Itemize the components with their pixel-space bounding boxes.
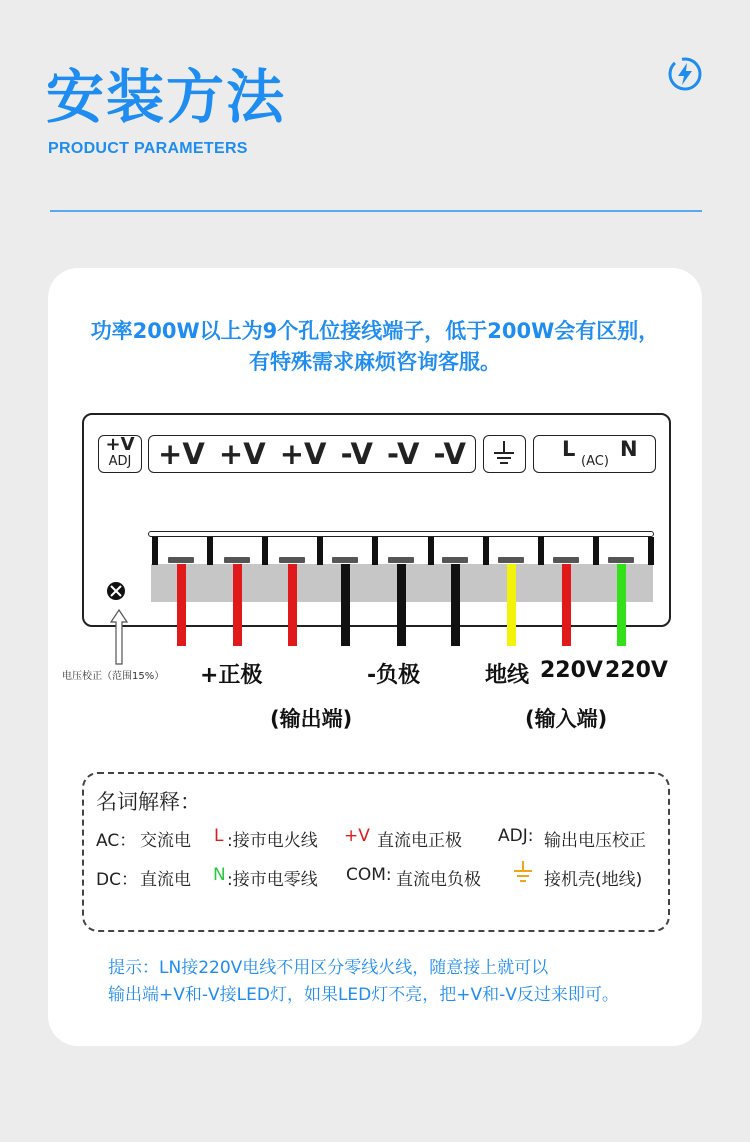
terminal-slot [553, 557, 579, 563]
glossary-dc-term: DC： [96, 870, 138, 890]
output-label: -V [387, 437, 420, 471]
terminal-slot [608, 557, 634, 563]
terminal-separator [538, 537, 544, 565]
glossary-com-term: COM: [346, 865, 392, 885]
glossary-pv-term: +V [344, 826, 370, 846]
terminal-slot [332, 557, 358, 563]
positive-label: +正极 [200, 663, 263, 688]
wire [288, 564, 297, 646]
ground-symbol-icon [484, 436, 524, 471]
output-label: +V [158, 437, 205, 471]
adjust-screw-icon [105, 580, 127, 602]
output-label-box [148, 435, 476, 473]
terminal-separator [372, 537, 378, 565]
notice-line-2: 有特殊需求麻烦咨询客服。 [249, 350, 501, 374]
adj-label-box [98, 435, 142, 473]
glossary-n-term: N [213, 865, 226, 885]
terminal-slot [279, 557, 305, 563]
glossary-adj-term: ADJ: [498, 826, 534, 846]
ac-label-ac: (AC) [581, 454, 609, 469]
glossary-ac-desc: 交流电 [140, 831, 191, 851]
ac-input-label-box [533, 435, 656, 473]
ground-label: 地线 [485, 663, 530, 688]
wire [507, 564, 516, 646]
terminal-slot [224, 557, 250, 563]
terminal-slot [388, 557, 414, 563]
terminal-rail [148, 531, 654, 537]
adj-label-bottom: ADJ [108, 454, 132, 469]
terminal-separator [648, 537, 654, 565]
output-label: +V [218, 437, 266, 471]
tip-line-1: 提示：LN接220V电线不用区分零线火线，随意接上就可以 [108, 958, 549, 978]
negative-label: -负极 [367, 663, 421, 688]
wire [562, 564, 571, 646]
adj-note: 电压校正（范围15%） [62, 671, 165, 682]
terminal-separator [483, 537, 489, 565]
terminal-slot [498, 557, 524, 563]
tip-line-2: 输出端+V和-V接LED灯，如果LED灯不亮，把+V和-V反过来即可。 [108, 985, 619, 1005]
glossary-com-desc: 直流电负极 [396, 870, 481, 890]
lightning-bolt-circle-icon [666, 55, 704, 93]
arrow-up-icon [109, 608, 129, 666]
input-group-label: (输入端) [525, 707, 608, 731]
glossary-n-desc: :接市电零线 [227, 870, 318, 890]
wire [341, 564, 350, 646]
glossary-ground-desc: 接机壳(地线) [544, 870, 643, 890]
terminal-slot [168, 557, 194, 563]
output-label: -V [340, 437, 373, 471]
output-group-label: (输出端) [270, 707, 353, 731]
terminal-separator [262, 537, 268, 565]
glossary-l-desc: :接市电火线 [227, 831, 318, 851]
wire [397, 564, 406, 646]
terminal-separator [428, 537, 434, 565]
ground-label-box [483, 435, 526, 473]
page-subtitle: PRODUCT PARAMETERS [48, 140, 248, 157]
glossary-l-term: L [214, 826, 224, 846]
terminal-separator [593, 537, 599, 565]
voltage-label-2: 220V [605, 658, 668, 683]
voltage-label-1: 220V [540, 658, 603, 683]
terminal-separator [207, 537, 213, 565]
glossary-adj-desc: 输出电压校正 [544, 831, 646, 851]
wire [617, 564, 626, 646]
page-title: 安装方法 [46, 63, 287, 131]
ground-symbol-icon [512, 860, 534, 886]
output-label: -V [433, 437, 466, 471]
header-divider [50, 210, 702, 212]
wire [177, 564, 186, 646]
glossary-dc-desc: 直流电 [140, 870, 191, 890]
output-label: +V [279, 437, 327, 471]
glossary-ac-term: AC： [96, 831, 137, 851]
glossary-pv-desc: 直流电正极 [377, 831, 462, 851]
terminal-slot [442, 557, 468, 563]
terminal-separator [317, 537, 323, 565]
terminal-separator [152, 537, 158, 565]
notice-line-1: 功率200W以上为9个孔位接线端子，低于200W会有区别， [90, 319, 660, 343]
glossary-title: 名词解释： [96, 790, 201, 814]
wire [451, 564, 460, 646]
adj-label-top: +V [105, 434, 135, 455]
wire [233, 564, 242, 646]
ac-label-n: N [620, 437, 638, 461]
ac-label-l: L [562, 437, 576, 461]
